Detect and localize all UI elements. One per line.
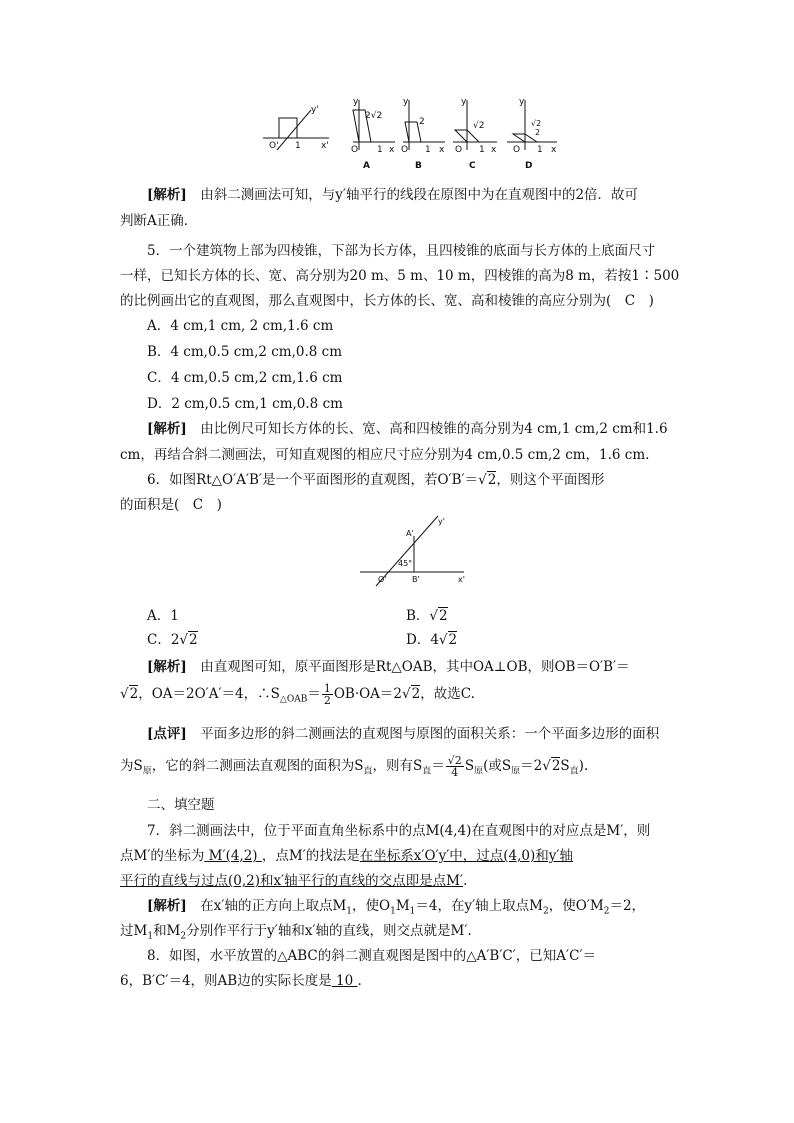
note-line1 [147, 722, 659, 742]
q6-label-x: x' [458, 575, 465, 584]
q7-t3b: . [463, 873, 468, 889]
q6-label-a: A' [406, 529, 414, 538]
p6-text2e: ，故选C. [420, 686, 475, 702]
q6-line1: 6．如图Rt△O′A′B′是一个平面图形的直观图，若O′B′＝√2，则这个平面图形 [147, 472, 605, 488]
label-d-2: 2 [535, 128, 541, 137]
q7-answer1: M′(4,2) [204, 848, 262, 864]
q7-line1: 7．斜二测画法中，位于平面直角坐标系中的点M(4,4)在直观图中的对应点是M′，则 [147, 823, 651, 839]
p6-text1: 由直观图可知，原平面图形是Rt△OAB，其中OA⊥OB，则OB＝O′B′＝ [200, 659, 630, 675]
note-line2: 为$S_原$，它的斜二测画法直观图的面积为$S_直$，则有$S_直=$ $\frac{√2}{4}$ $S_原$(或$S_原=2√2S_直$). [120, 754, 589, 779]
section-title: 二、填空题 [147, 797, 215, 813]
p7-t1d: ＝4，在y′轴上取点M [415, 898, 544, 914]
q5-option-d: D．2 cm,0.5 cm,1 cm,0.8 cm [147, 396, 343, 412]
p7-s4: 2 [543, 906, 549, 917]
top-figure [255, 94, 575, 176]
p1-line1 [147, 183, 638, 203]
note-t2c: ，则有S [372, 758, 423, 774]
caption-c: C [469, 161, 476, 171]
q5-line2: 一样，已知长方体的长、宽、高分别为20 m、5 m、10 m，四棱锥的高为8 m，若按1∶500 [120, 268, 680, 284]
p7-s3: 1 [409, 906, 416, 917]
q8-answer: 10 [331, 973, 358, 989]
q6-label-angle: 45° [398, 559, 413, 568]
caption-d: D [525, 161, 533, 171]
note-t2i: ). [578, 758, 589, 774]
p7-t1a: 在x′轴的正方向上取点M [200, 898, 347, 914]
p7-s7: 2 [180, 931, 187, 942]
square [279, 118, 297, 138]
note-t2g: ＝2 [520, 758, 543, 774]
label-a-x: x [389, 145, 395, 155]
p6-text2c: ＝ [307, 686, 321, 702]
p6-sub: △OAB [279, 694, 308, 705]
p6-fraction [322, 683, 333, 706]
label-d-y: y [519, 97, 525, 107]
note-rad: 2 [551, 758, 561, 774]
note-s6: 直 [569, 766, 579, 777]
label-c-r2: √2 [473, 121, 485, 131]
p7-s5: 2 [603, 906, 610, 917]
p6-text2b: ，OA＝2O′A′＝4，∴S [138, 686, 280, 702]
q6-text1c: ，则这个平面图形 [496, 472, 605, 488]
p6-line2: √2，OA＝2O′A′＝4，$\therefore S_{\triangle OAB}=$ $\frac{1}{2}$ OB·OA＝2√2，故选C. [120, 682, 475, 707]
p6-frac-num: 1 [323, 682, 331, 695]
caption-a: A [363, 161, 370, 171]
label-c-y: y [461, 97, 467, 107]
p6-text2d: OB·OA＝2 [333, 686, 403, 702]
q6-option-b: B．√2 [406, 608, 448, 624]
p1-line2: 判断A正确． [120, 213, 198, 229]
q5-option-a: A．4 cm,1 cm, 2 cm,1.6 cm [147, 318, 334, 334]
q7-line2 [120, 844, 573, 864]
analysis-tag: [解析] [147, 421, 187, 437]
p7-s1: 1 [346, 906, 353, 917]
q7-answer2b: 平行的直线与过点(0,2)和x′轴平行的直线的交点即是点M′ [120, 873, 464, 889]
note-t2a: 为S [120, 758, 143, 774]
p7-s6: 1 [147, 931, 154, 942]
p5-line1 [147, 417, 668, 437]
label-d-o: O [513, 145, 521, 155]
q5-option-c: C．4 cm,0.5 cm,2 cm,1.6 cm [147, 370, 343, 386]
note-text1: 平面多边形的斜二测画法的直观图与原图的面积关系：一个平面多边形的面积 [200, 726, 660, 742]
p7-line1 [147, 894, 645, 917]
label-a-2r2: 2√2 [365, 111, 383, 121]
q6-option-d: D．4√2 [406, 632, 458, 648]
q6-label-o: O' [378, 575, 387, 584]
q8-t2a: 6，B′C′＝4，则AB边的实际长度是 [120, 973, 332, 989]
p7-t2c: 分别作平行于y′轴和x′轴的直线，则交点就是M′. [186, 923, 472, 939]
label-c-1: 1 [479, 145, 485, 155]
label-d-x: x [551, 145, 557, 155]
note-s1: 原 [142, 766, 152, 777]
label-c-x: x [491, 145, 497, 155]
label-b-x: x [439, 145, 445, 155]
note-t2f: (或S [483, 758, 512, 774]
q6-optb-pre: B． [406, 608, 430, 624]
p6-line1 [147, 655, 630, 675]
p5-line2: cm，再结合斜二测画法，可知直观图的相应尺寸应分别为4 cm,0.5 cm,2 cm，1.6 cm. [120, 447, 650, 463]
q6-label-y: y' [438, 517, 445, 526]
q6-text1a: 6．如图Rt△O′A′B′是一个平面图形的直观图，若O′B′＝ [147, 472, 479, 488]
q6-optd-rad: 2 [448, 632, 458, 648]
note-s4: 原 [474, 766, 484, 777]
q5-option-b: B．4 cm,0.5 cm,2 cm,0.8 cm [147, 344, 343, 360]
label-d-r2: √2 [531, 119, 542, 128]
p7-t1f: ＝2， [609, 898, 646, 914]
label-1: 1 [295, 141, 301, 151]
q8-t2c: . [357, 973, 362, 989]
label-b-1: 1 [425, 145, 431, 155]
label-c-o: O [455, 145, 463, 155]
label-b-y: y [403, 97, 409, 107]
q8-line2 [120, 969, 362, 989]
q5-line3: 的比例画出它的直观图，那么直观图中，长方体的长、宽、高和棱锥的高应分别为( C ) [120, 293, 654, 309]
note-frac-den: 4 [451, 766, 459, 779]
label-b-2: 2 [419, 117, 425, 127]
q7-line3 [120, 869, 467, 889]
note-s5: 原 [511, 766, 521, 777]
p7-t1b: ，使O [352, 898, 391, 914]
q6-optc-rad: 2 [189, 632, 198, 648]
label-a-o: O [351, 145, 359, 155]
p5-text1: 由比例尺可知长方体的长、宽、高和四棱锥的高分别为4 cm,1 cm,2 cm和1.6 [200, 421, 668, 437]
label-oprime: O' [269, 141, 279, 151]
analysis-tag: [解析] [147, 659, 187, 675]
label-b-o: O [401, 145, 409, 155]
q7-t2c: ，点M′的找法是 [261, 848, 360, 864]
label-a-1: 1 [377, 145, 383, 155]
q6-optb-rad: 2 [439, 608, 448, 624]
axis-y-prime [277, 110, 311, 150]
q6-line2: 的面积是( C ) [120, 497, 222, 513]
q6-optd-pre: D．4 [406, 632, 439, 648]
note-s3: 直 [422, 766, 432, 777]
p7-t2a: 过M [120, 923, 148, 939]
analysis-tag: [解析] [147, 187, 187, 203]
q7-t2a: 点M′的坐标为 [120, 848, 205, 864]
label-xprime: x' [321, 141, 329, 151]
p1-text1: 由斜二测画法可知，与y′轴平行的线段在原图中为在直观图中的2倍．故可 [200, 187, 639, 203]
q6-option-c: C．2√2 [147, 632, 198, 648]
note-fraction [446, 755, 464, 778]
p6-rad1: 2 [129, 686, 139, 702]
q6-optc-pre: C．2 [147, 632, 180, 648]
q7-answer2a: 在坐标系x′O′y′中，过点(4,0)和y′轴 [359, 848, 573, 864]
caption-b: B [415, 161, 422, 171]
q8-line1: 8．如图，水平放置的△ABC的斜二测直观图是图中的△A′B′C′，已知A′C′＝ [147, 948, 597, 964]
p7-line2 [120, 919, 472, 942]
note-tag: [点评] [147, 726, 187, 742]
label-d-1: 1 [537, 145, 543, 155]
q6-option-a: A．1 [147, 608, 179, 624]
q6-label-b: B' [412, 575, 420, 584]
label-a-y: y [353, 97, 359, 107]
q6-rad: 2 [487, 472, 497, 488]
p7-t2b: 和M [153, 923, 181, 939]
note-t2d: ＝ [431, 758, 445, 774]
p7-t1c: M [395, 898, 410, 914]
q6-figure [358, 512, 470, 590]
p6-frac-den: 2 [323, 694, 331, 707]
note-t2e: S [464, 758, 475, 774]
p7-s2: 1 [390, 906, 396, 917]
p7-t1e: ，使O′M [548, 898, 604, 914]
p6-rad2: 2 [411, 686, 421, 702]
note-t2b: ，它的斜二测画法直观图的面积为S [151, 758, 364, 774]
label-yprime: y' [311, 105, 319, 115]
note-t2h: S [560, 758, 570, 774]
note-s2: 直 [363, 766, 373, 777]
note-frac-num: √2 [447, 754, 462, 767]
analysis-tag: [解析] [147, 898, 187, 914]
q5-line1: 5．一个建筑物上部为四棱锥，下部为长方体，且四棱锥的底面与长方体的上底面尺寸 [147, 243, 656, 259]
